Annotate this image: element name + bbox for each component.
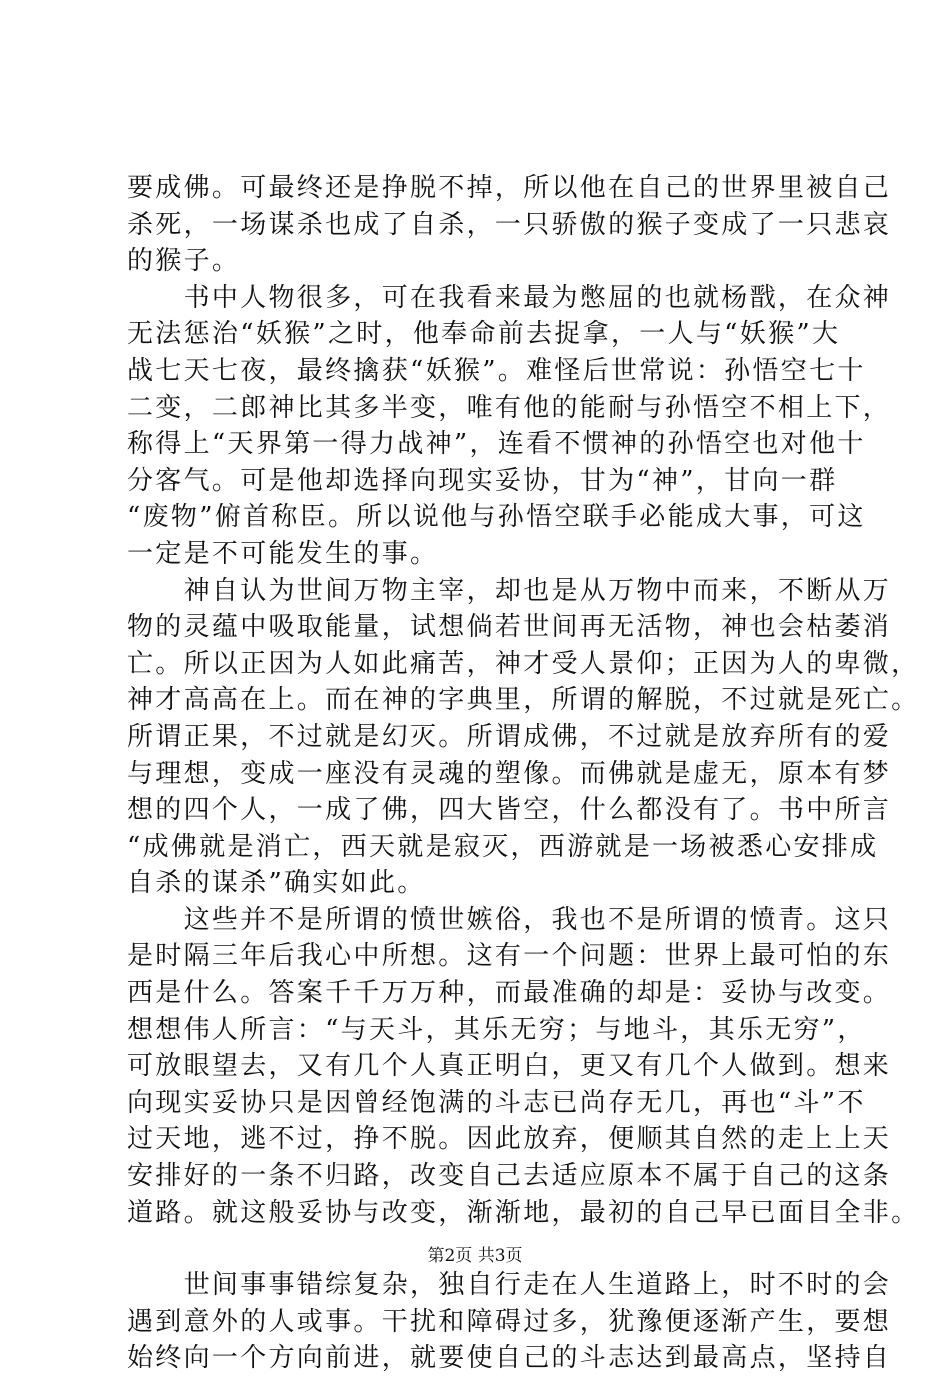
text-line: 遇到意外的人或事。干扰和障碍过多，犹豫便逐渐产生，要想 <box>127 1306 892 1337</box>
text-line: 是时隔三年后我心中所想。这有一个问题：世界上最可怕的东 <box>127 941 892 972</box>
text-line: 分客气。可是他却选择向现实妥协，甘为“神”，甘向一群 <box>127 465 838 496</box>
text-line: 二变，二郎神比其多半变，唯有他的能耐与孙悟空不相上下， <box>127 392 892 423</box>
text-line: 神自认为世间万物主宰，却也是从万物中而来，不断从万 <box>127 575 892 606</box>
body-text <box>127 170 920 1377</box>
text-line: 这些并不是所谓的愤世嫉俗，我也不是所谓的愤青。这只 <box>127 904 892 935</box>
text-line: 神才高高在上。而在神的字典里，所谓的解脱，不过就是死亡。 <box>127 685 920 716</box>
text-line: 安排好的一条不归路，改变自己去适应原本不属于自己的这条 <box>127 1161 892 1192</box>
text-line: 可放眼望去，又有几个人真正明白，更又有几个人做到。想来 <box>127 1051 892 1082</box>
text-line: 的猴子。 <box>127 246 241 277</box>
text-line: 亡。所以正因为人如此痛苦，神才受人景仰；正因为人的卑微， <box>127 648 920 679</box>
text-line: 一定是不可能发生的事。 <box>127 538 439 569</box>
text-line: 向现实妥协只是因曾经饱满的斗志已尚存无几，再也“斗”不 <box>127 1087 866 1118</box>
text-line: 道路。就这般妥协与改变，渐渐地，最初的自己早已面目全非。 <box>127 1197 920 1228</box>
text-line: 想想伟人所言：“与天斗，其乐无穷；与地斗，其乐无穷”， <box>127 1014 866 1045</box>
text-line: 无法惩治“妖猴”之时，他奉命前去捉拿，一人与“妖猴”大 <box>127 319 841 350</box>
text-line: 世间事事错综复杂，独自行走在人生道路上，时不时的会 <box>127 1270 892 1301</box>
text-line: 与理想，变成一座没有灵魂的塑像。而佛就是虚无，原本有梦 <box>127 758 892 789</box>
text-line: 物的灵蕴中吸取能量，试想倘若世间再无活物，神也会枯萎消 <box>127 612 892 643</box>
text-line: 自杀的谋杀”确实如此。 <box>127 868 426 899</box>
text-line: 过天地，逃不过，挣不脱。因此放弃，便顺其自然的走上上天 <box>127 1124 892 1155</box>
text-line: 书中人物很多，可在我看来最为憋屈的也就杨戬，在众神 <box>127 282 892 313</box>
page-footer: 第2页 共3页 <box>427 1246 523 1266</box>
text-line: 战七天七夜，最终擒获“妖猴”。难怪后世常说：孙悟空七十 <box>127 355 866 386</box>
text-line: 始终向一个方向前进，就要使自己的斗志达到最高点，坚持自 <box>127 1343 892 1374</box>
text-line: “成佛就是消亡，西天就是寂灭，西游就是一场被悉心安排成 <box>127 831 879 862</box>
text-line: 想的四个人，一成了佛，四大皆空，什么都没有了。书中所言 <box>127 795 892 826</box>
text-line: 所谓正果，不过就是幻灭。所谓成佛，不过就是放弃所有的爱 <box>127 721 892 752</box>
text-line: 称得上“天界第一得力战神”，连看不惯神的孙悟空也对他十 <box>127 429 866 460</box>
text-line: 西是什么。答案千千万万种，而最准确的却是：妥协与改变。 <box>127 978 892 1009</box>
text-line: 杀死，一场谋杀也成了自杀，一只骄傲的猴子变成了一只悲哀 <box>127 209 892 240</box>
text-line: “废物”俯首称臣。所以说他与孙悟空联手必能成大事，可这 <box>127 502 866 533</box>
text-line: 要成佛。可最终还是挣脱不掉，所以他在自己的世界里被自己 <box>127 173 892 203</box>
